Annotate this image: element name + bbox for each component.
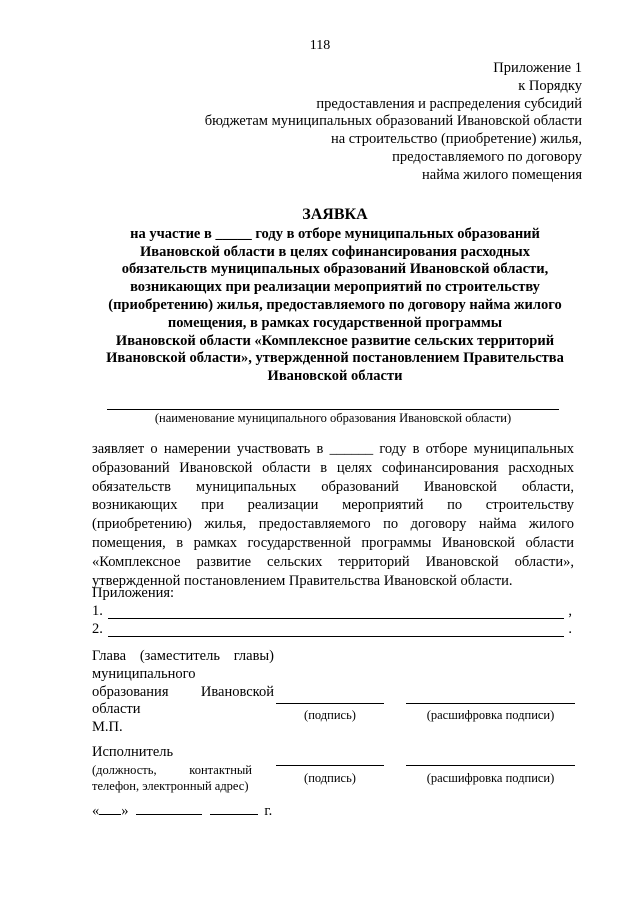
annex-line: к Порядку	[518, 77, 582, 94]
annex-header	[205, 60, 582, 185]
date-year-field[interactable]	[210, 802, 258, 815]
head-signature-caption: (подпись)	[304, 708, 356, 722]
body-line: «Комплексное развитие сельских территорий Ивановской области»,	[92, 553, 574, 570]
title-line: (приобретению) жилья, предоставляемого по договору найма жилого	[108, 296, 562, 313]
attachment-item[interactable]	[92, 603, 574, 621]
title-line: на участие в _____ году в отборе муниципальных образований	[130, 225, 540, 242]
title-line: Ивановской области «Комплексное развитие сельских территорий	[115, 332, 555, 349]
attachment-punct: .	[568, 621, 572, 637]
title-main: ЗАЯВКА	[302, 206, 368, 223]
page-number: 118	[309, 38, 331, 53]
title-line: возникающих при реализации мероприятий по строительству	[130, 279, 540, 296]
executor-detail-word: контактный	[189, 762, 252, 777]
head-title-line	[92, 684, 274, 702]
date-year-suffix: г.	[264, 803, 273, 819]
attachment-fill-line[interactable]	[108, 636, 564, 637]
attachments-label: Приложения:	[92, 585, 175, 601]
title-line: Ивановской области	[267, 368, 403, 385]
head-signature-line[interactable]	[276, 703, 384, 704]
executor-signature-line[interactable]	[276, 765, 384, 766]
title-line: Ивановской области в целях софинансирования расходных	[140, 243, 530, 260]
head-title-word: образования	[92, 683, 169, 700]
head-decoding-caption: (расшифровка подписи)	[426, 708, 555, 722]
head-title-line: Глава (заместитель главы)	[92, 648, 274, 664]
body-line: возникающих при реализации мероприятий по строительству	[92, 497, 574, 514]
application-body	[92, 440, 574, 590]
executor-decoding-caption: (расшифровка подписи)	[426, 771, 555, 785]
head-title-word: Ивановской	[200, 683, 274, 700]
body-line: утвержденной постановлением Правительства Ивановской области.	[92, 572, 513, 589]
title-line: обязательств муниципальных образований Ивановской области,	[121, 261, 549, 278]
date-field	[92, 802, 272, 820]
municipality-name-line[interactable]	[107, 409, 559, 410]
attachment-fill-line[interactable]	[108, 618, 564, 619]
annex-line: предоставляемого по договору	[392, 148, 582, 165]
body-line: образований Ивановской области в целях софинансирования расходных	[92, 459, 574, 476]
date-quote-close: »	[121, 803, 129, 819]
executor-detail-word: (должность,	[92, 762, 157, 777]
municipality-caption: (наименование муниципального образования Ивановской области)	[154, 411, 512, 425]
head-decoding-line[interactable]	[406, 703, 575, 704]
executor-title: Исполнитель	[92, 744, 174, 760]
annex-line: бюджетам муниципальных образований Ивановской области	[204, 113, 582, 130]
body-line: заявляет о намерении участвовать в ______ году в отборе муниципальных	[92, 441, 574, 457]
head-title-line: муниципального	[92, 665, 196, 682]
date-day-field[interactable]	[99, 802, 121, 815]
date-quote-open: «	[92, 803, 100, 819]
date-month-field[interactable]	[136, 802, 202, 815]
attachment-item[interactable]	[92, 621, 574, 639]
attachment-punct: ,	[568, 603, 572, 619]
head-signature-block	[92, 648, 274, 737]
executor-decoding-line[interactable]	[406, 765, 575, 766]
body-line: помещения, в рамках государственной программы Ивановской области	[92, 534, 574, 551]
executor-signature-caption: (подпись)	[304, 771, 356, 785]
executor-detail: телефон, электронный адрес)	[92, 778, 249, 793]
annex-line: Приложение 1	[493, 60, 582, 76]
stamp-mark: М.П.	[92, 719, 123, 736]
title-line: Ивановской области», утвержденной постановлением Правительства	[106, 350, 564, 367]
annex-line: на строительство (приобретение) жилья,	[330, 131, 582, 148]
head-title-line: области	[92, 701, 141, 718]
attachment-number: 2.	[92, 621, 103, 637]
body-line: обязательств муниципальных образований Ивановской области,	[92, 478, 574, 495]
body-line: (приобретению) жилья, предоставляемого по договору найма жилого	[92, 516, 574, 533]
executor-block	[92, 744, 252, 794]
annex-line: предоставления и распределения субсидий	[316, 95, 582, 112]
annex-line: найма жилого помещения	[422, 166, 582, 183]
executor-detail	[92, 762, 252, 778]
document-title	[70, 206, 600, 386]
title-line: помещения, в рамках государственной программы	[167, 314, 503, 331]
attachment-number: 1.	[92, 603, 103, 619]
